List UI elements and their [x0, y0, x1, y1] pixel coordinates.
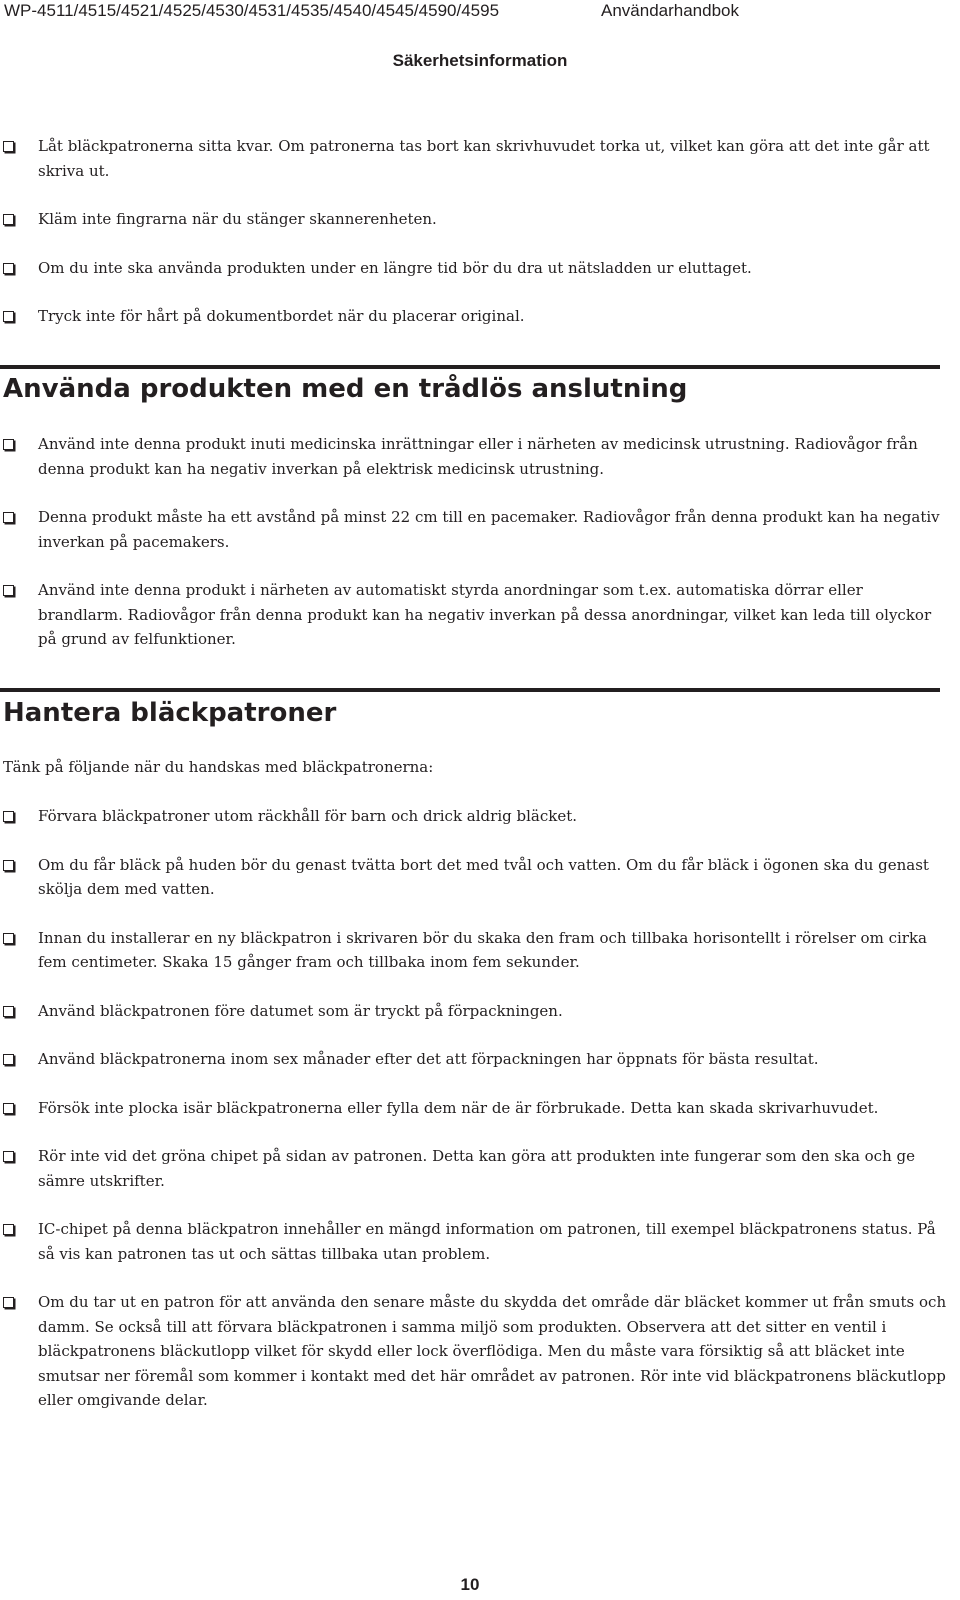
checkbox-bullet-icon: [3, 1151, 14, 1162]
list-item-text: Om du tar ut en patron för att använda den senare måste du skydda det område där bläcket kommer ut från smuts och damm. Se också till att förvara bläckpatronen i samma miljö som produkten. Observera att det sitter en ventil i bläckpatronens bläckutlopp vilket för skydd eller lock överflödiga. Men du måste vara försiktig så att bläcket inte smutsar ner föremål som kommer i kontakt med det här området av patronen. Rör inte vid bläckpatronens bläckutlopp eller omgivande delar.: [38, 1293, 947, 1409]
ink-handling-list: [0, 804, 960, 1413]
header-section-title: Säkerhetsinformation: [392, 51, 568, 70]
list-item: [0, 256, 960, 281]
header-model-list: WP-4511/4515/4521/4525/4530/4531/4535/4540/4545/4590/4595: [4, 1, 500, 20]
list-item-text: Rör inte vid det gröna chipet på sidan av patronen. Detta kan göra att produkten inte fungerar som den ska och ge sämre utskrifter.: [38, 1147, 915, 1190]
list-item: [0, 804, 960, 829]
list-item: [0, 926, 960, 975]
checkbox-bullet-icon: [3, 439, 14, 450]
list-item-text: Låt bläckpatronerna sitta kvar. Om patronerna tas bort kan skrivhuvudet torka ut, vilket kan göra att det inte går att skriva ut.: [38, 137, 930, 180]
checkbox-bullet-icon: [3, 263, 14, 274]
checkbox-bullet-icon: [3, 811, 14, 822]
list-item-text: Denna produkt måste ha ett avstånd på minst 22 cm till en pacemaker. Radiovågor från denna produkt kan ha negativ inverkan på pacemakers.: [38, 508, 940, 551]
list-item-text: Försök inte plocka isär bläckpatronerna eller fylla dem när de är förbrukade. Detta kan skada skrivarhuvudet.: [38, 1098, 879, 1117]
header-doc-title: Användarhandbok: [601, 1, 740, 20]
list-item-text: Kläm inte fingrarna när du stänger skannerenheten.: [38, 210, 437, 228]
checkbox-bullet-icon: [3, 860, 14, 871]
checkbox-bullet-icon: [3, 933, 14, 944]
wireless-safety-list: [0, 432, 960, 652]
checkbox-bullet-icon: [3, 585, 14, 596]
list-item: [0, 1047, 960, 1072]
list-item: [0, 505, 960, 554]
list-item-text: Använd bläckpatronerna inom sex månader efter det att förpackningen har öppnats för bästa resultat.: [38, 1050, 819, 1068]
checkbox-bullet-icon: [3, 1103, 14, 1114]
list-item: [0, 1290, 960, 1413]
list-item: [0, 999, 960, 1024]
list-item: [0, 207, 960, 232]
checkbox-bullet-icon: [3, 1297, 14, 1308]
checkbox-bullet-icon: [3, 1054, 14, 1065]
list-item-text: Innan du installerar en ny bläckpatron i skrivaren bör du skaka den fram och tillbaka horisontellt i rörelser om cirka fem centimeter. Skaka 15 gånger fram och tillbaka inom fem sekunder.: [38, 928, 927, 971]
list-item-text: Om du får bläck på huden bör du genast tvätta bort det med tvål och vatten. Om du får bläck i ögonen ska du genast skölja dem med vatten.: [38, 855, 929, 898]
list-item: [0, 578, 960, 652]
list-item-text: Använd bläckpatronen före datumet som är tryckt på förpackningen.: [38, 1001, 563, 1020]
list-item: [0, 432, 960, 481]
list-item-text: Om du inte ska använda produkten under en längre tid bör du dra ut nätsladden ur eluttaget.: [38, 258, 752, 277]
section-heading-ink: Hantera bläckpatroner: [3, 698, 337, 728]
list-item-text: IC-chipet på denna bläckpatron innehåller en mängd information om patronen, till exempel bläckpatronens status. På så vis kan patronen tas ut och sättas tillbaka utan problem.: [38, 1220, 936, 1263]
page-number: 10: [460, 1575, 480, 1594]
section-heading-wireless: Använda produkten med en trådlös anslutning: [3, 374, 688, 404]
general-safety-list: [0, 134, 960, 329]
checkbox-bullet-icon: [3, 214, 14, 225]
ink-intro-text: Tänk på följande när du handskas med bläckpatronerna:: [3, 758, 434, 776]
list-item: [0, 1096, 960, 1121]
list-item-text: Tryck inte för hårt på dokumentbordet när du placerar original.: [38, 307, 525, 325]
list-item: [0, 853, 960, 902]
list-item: [0, 134, 960, 183]
checkbox-bullet-icon: [3, 512, 14, 523]
checkbox-bullet-icon: [3, 1006, 14, 1017]
list-item-text: Använd inte denna produkt i närheten av automatiskt styrda anordningar som t.ex. automatiska dörrar eller brandlarm. Radiovågor från denna produkt kan ha negativ inverkan på dessa anordningar, vilket kan leda till olyckor på grund av felfunktioner.: [38, 581, 932, 648]
checkbox-bullet-icon: [3, 311, 14, 322]
list-item: [0, 1144, 960, 1193]
section-divider: [0, 365, 940, 369]
list-item-text: Förvara bläckpatroner utom räckhåll för barn och drick aldrig bläcket.: [38, 807, 577, 825]
section-divider: [0, 688, 940, 692]
checkbox-bullet-icon: [3, 141, 14, 152]
list-item-text: Använd inte denna produkt inuti medicinska inrättningar eller i närheten av medicinsk utrustning. Radiovågor från denna produkt kan ha negativ inverkan på elektrisk medicinsk utrustning.: [38, 435, 918, 478]
list-item: [0, 304, 960, 329]
checkbox-bullet-icon: [3, 1224, 14, 1235]
list-item: [0, 1217, 960, 1266]
